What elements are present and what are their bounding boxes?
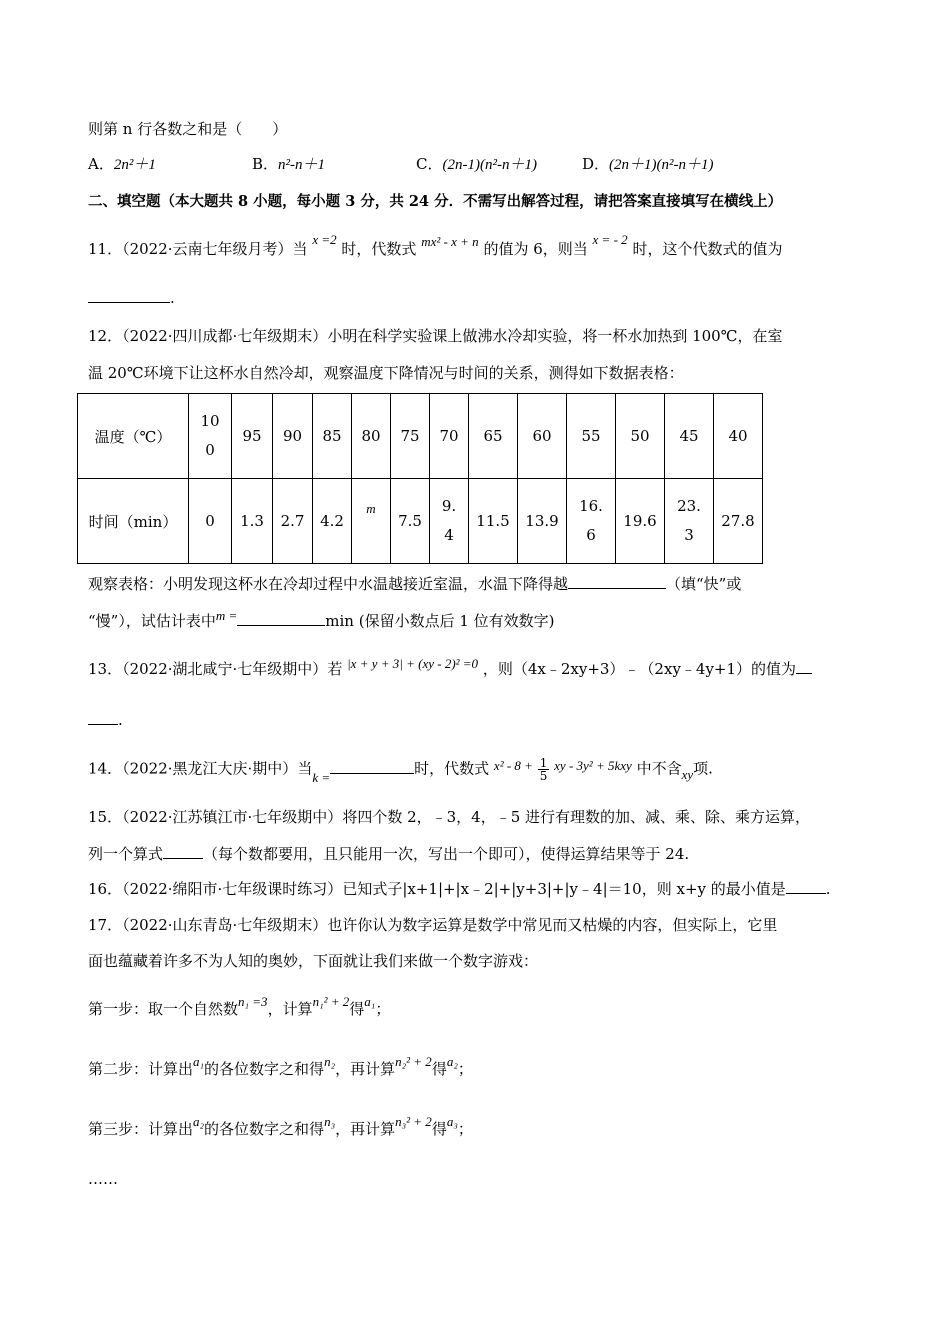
q12-data-table bbox=[77, 393, 763, 564]
q13-answer-blank[interactable] bbox=[796, 659, 812, 674]
q11-answer-blank[interactable] bbox=[88, 288, 170, 303]
q12-text1: 小明在科学实验课上做沸水冷却实验，将一杯水加热到 100℃，在室 bbox=[327, 327, 783, 345]
q13-text: 若 bbox=[327, 660, 343, 678]
table-cell: 10 0 bbox=[189, 394, 232, 479]
q16-end: . bbox=[825, 880, 831, 898]
q14-expr-a: x² - 8 + bbox=[493, 757, 533, 773]
q14-text: 当 bbox=[297, 759, 313, 778]
q12-line1 bbox=[88, 325, 783, 346]
q14-frac-num: 1 bbox=[539, 756, 548, 770]
table-cell: 2.7 bbox=[273, 479, 313, 564]
q13-answer-blank-cont[interactable] bbox=[88, 710, 118, 725]
q11-end: . bbox=[170, 289, 175, 307]
table-cell: 50 bbox=[616, 394, 665, 479]
q17-step1-n: n₁ =3 bbox=[238, 994, 268, 1009]
q14-text3: 中不含 bbox=[636, 759, 682, 778]
table-row bbox=[78, 394, 763, 479]
q17-step1-calc: n₁² + 2 bbox=[312, 994, 350, 1009]
q12-observe-text-end: （填“快”或 bbox=[666, 575, 742, 593]
q17-step3-src: a₂ bbox=[193, 1114, 205, 1129]
table-cell: 70 bbox=[430, 394, 469, 479]
q13-line1 bbox=[88, 658, 812, 679]
table-cell: 95 bbox=[232, 394, 273, 479]
table-cell: 27.8 bbox=[714, 479, 763, 564]
q11-text: 当 bbox=[292, 240, 308, 258]
q16-text: 已知式子|x+1|+|x﹣2|+|y+3|+|y﹣4|＝10，则 x+y 的最小值是 bbox=[342, 880, 786, 898]
q17-step1-res: a₁ bbox=[364, 994, 376, 1009]
table-cell: 4.2 bbox=[313, 479, 352, 564]
q14-line bbox=[88, 756, 713, 785]
q14-expr-b: xy - 3y² + 5kxy bbox=[554, 757, 632, 773]
q13-end: . bbox=[118, 711, 123, 729]
table-cell-m: m bbox=[352, 479, 391, 564]
q17-step3-text3: ，再计算 bbox=[335, 1120, 396, 1138]
q12-observe-text3: min (保留小数点后 1 位有效数字) bbox=[325, 612, 555, 630]
q17-step2-text: 第二步：计算出 bbox=[88, 1060, 194, 1078]
q14-fraction bbox=[538, 757, 550, 782]
q11-line1 bbox=[88, 232, 783, 259]
q13-text2: ，则（4x﹣2xy+3）﹣（2xy﹣4y+1）的值为 bbox=[482, 660, 797, 678]
q11-num: 11． bbox=[88, 240, 123, 258]
q15-num: 15． bbox=[88, 808, 123, 826]
q10-option-a[interactable] bbox=[88, 153, 156, 174]
table-cell: 0 bbox=[189, 479, 232, 564]
q16-source: （2022·绵阳市·七年级课时练习） bbox=[122, 880, 343, 898]
q17-step3-end: ； bbox=[457, 1120, 473, 1138]
q12-blank-m[interactable] bbox=[237, 611, 325, 626]
q11-source: （2022·云南七年级月考） bbox=[122, 240, 293, 258]
q17-step3-text: 第三步：计算出 bbox=[88, 1120, 194, 1138]
q10-option-c[interactable] bbox=[416, 153, 537, 174]
section-2-title: 二、填空题（本大题共 8 小题，每小题 3 分，共 24 分．不需写出解答过程，请把答案直接填写在横线上） bbox=[88, 193, 783, 210]
q10-option-c-text: (2n-1)(n²-n＋1) bbox=[442, 157, 537, 173]
q12-observe-text2: “慢”），试估计表中 bbox=[88, 612, 216, 630]
table-header-time: 时间（min） bbox=[78, 479, 189, 564]
q17-step3-text4: 得 bbox=[431, 1120, 447, 1138]
q16-line bbox=[88, 878, 831, 899]
q10-option-a-text: 2n²＋1 bbox=[113, 157, 156, 173]
q17-step2 bbox=[88, 1054, 473, 1079]
q14-num: 14． bbox=[88, 759, 123, 778]
table-cell: 16. 6 bbox=[567, 479, 616, 564]
q12-num: 12． bbox=[88, 327, 123, 345]
q10-option-b-text: n²-n＋1 bbox=[278, 157, 326, 173]
q14-text2: 时，代数式 bbox=[414, 759, 490, 778]
q17-step3-n: n₃ bbox=[324, 1114, 336, 1129]
q14-source: （2022·黑龙江大庆·期中） bbox=[122, 759, 298, 778]
q17-step1-end: ； bbox=[375, 1000, 391, 1018]
table-cell: 19.6 bbox=[616, 479, 665, 564]
q12-var-m: m = bbox=[215, 608, 238, 623]
table-row bbox=[78, 479, 763, 564]
q17-step2-end: ； bbox=[457, 1060, 473, 1078]
q17-step2-src: a₁ bbox=[193, 1054, 205, 1069]
q17-step2-calc: n₂² + 2 bbox=[395, 1054, 432, 1069]
q17-ellipsis: …… bbox=[88, 1170, 118, 1188]
q11-text: 时，这个代数式的值为 bbox=[632, 240, 783, 258]
q15-line2 bbox=[88, 843, 689, 864]
q17-step2-n: n₂ bbox=[324, 1054, 336, 1069]
q17-step2-text2: 的各位数字之和得 bbox=[204, 1060, 325, 1078]
q14-xy: xy bbox=[681, 766, 694, 782]
q17-text1: 也许你认为数字运算是数学中常见而又枯燥的内容，但实际上，它里 bbox=[327, 916, 778, 934]
q12-observe-text: 观察表格：小明发现这杯水在冷却过程中水温越接近室温，水温下降得越 bbox=[88, 575, 569, 593]
q17-step1-text: 第一步：取一个自然数 bbox=[88, 1000, 239, 1018]
q17-step2-text3: ，再计算 bbox=[335, 1060, 396, 1078]
q15-text1: 将四个数 2，﹣3，4，﹣5 进行有理数的加、减、乘、除、乘方运算， bbox=[342, 808, 811, 826]
q17-step3 bbox=[88, 1114, 473, 1139]
q10-stem: 则第 n 行各数之和是（ ） bbox=[88, 120, 288, 138]
q11-cond2: x = - 2 bbox=[592, 232, 628, 247]
q10-option-d-label: D． bbox=[582, 155, 610, 173]
q14-text4: 项. bbox=[693, 759, 713, 778]
q12-source: （2022·四川成都·七年级期末） bbox=[122, 327, 328, 345]
q17-step2-res: a₂ bbox=[446, 1054, 458, 1069]
q10-option-d[interactable] bbox=[582, 153, 714, 174]
table-cell: 11.5 bbox=[469, 479, 518, 564]
table-cell: 65 bbox=[469, 394, 518, 479]
q17-step1-text2: ，计算 bbox=[267, 1000, 313, 1018]
q10-option-c-label: C． bbox=[416, 155, 443, 173]
q14-answer-blank[interactable] bbox=[330, 759, 414, 774]
table-cell: 80 bbox=[352, 394, 391, 479]
q15-text2b: （每个数都要用，且只能用一次，写出一个即可），使得运算结果等于 24. bbox=[203, 845, 690, 863]
q15-source: （2022·江苏镇江市·七年级期中） bbox=[122, 808, 343, 826]
table-cell: 45 bbox=[665, 394, 714, 479]
table-header-temp: 温度（℃） bbox=[78, 394, 189, 479]
q12-observe-line1 bbox=[88, 573, 741, 594]
table-cell: 13.9 bbox=[518, 479, 567, 564]
q15-line1 bbox=[88, 806, 810, 827]
q10-option-a-label: A． bbox=[88, 155, 114, 173]
table-cell: 90 bbox=[273, 394, 313, 479]
table-cell: 60 bbox=[518, 394, 567, 479]
q13-line2 bbox=[88, 710, 123, 729]
q13-num: 13． bbox=[88, 660, 123, 678]
q15-answer-blank[interactable] bbox=[163, 844, 203, 859]
q14-frac-den: 5 bbox=[539, 769, 548, 783]
table-cell: 40 bbox=[714, 394, 763, 479]
q17-num: 17． bbox=[88, 916, 123, 934]
q11-expr: mx² - x + n bbox=[421, 234, 479, 249]
q17-step1 bbox=[88, 994, 391, 1019]
q16-num: 16． bbox=[88, 880, 123, 898]
q17-step2-text4: 得 bbox=[431, 1060, 447, 1078]
q10-option-d-text: (2n＋1)(n²-n＋1) bbox=[609, 157, 714, 173]
table-cell: 85 bbox=[313, 394, 352, 479]
table-cell: 23. 3 bbox=[665, 479, 714, 564]
table-cell: 1.3 bbox=[232, 479, 273, 564]
q12-blank-speed[interactable] bbox=[568, 574, 666, 589]
table-cell: 55 bbox=[567, 394, 616, 479]
q10-option-b-label: B． bbox=[252, 155, 279, 173]
q12-line2: 温 20℃环境下让这杯水自然冷却，观察温度下降情况与时间的关系，测得如下数据表格： bbox=[88, 364, 684, 382]
q17-step1-text3: 得 bbox=[349, 1000, 365, 1018]
table-cell: 9. 4 bbox=[430, 479, 469, 564]
q17-line1 bbox=[88, 914, 777, 935]
q15-text2a: 列一个算式 bbox=[88, 845, 164, 863]
q17-step3-calc: n₃² + 2 bbox=[395, 1114, 432, 1129]
q11-cond1: x =2 bbox=[312, 232, 337, 247]
table-cell: 7.5 bbox=[391, 479, 430, 564]
q17-step3-res: a₃ bbox=[446, 1114, 458, 1129]
q11-text: 时，代数式 bbox=[341, 240, 417, 258]
q13-source: （2022·湖北咸宁·七年级期中） bbox=[122, 660, 328, 678]
q14-var-k: k = bbox=[312, 769, 331, 785]
q16-answer-blank[interactable] bbox=[786, 879, 826, 894]
q17-line2: 面也蕴藏着许多不为人知的奥妙，下面就让我们来做一个数字游戏： bbox=[88, 952, 539, 970]
q11-line2 bbox=[88, 288, 175, 307]
q10-option-b[interactable] bbox=[252, 153, 325, 174]
q17-source: （2022·山东青岛·七年级期末） bbox=[122, 916, 328, 934]
q11-text: 的值为 6，则当 bbox=[483, 240, 588, 258]
q12-observe-line2 bbox=[88, 610, 555, 631]
table-cell: 75 bbox=[391, 394, 430, 479]
q17-step3-text2: 的各位数字之和得 bbox=[204, 1120, 325, 1138]
q13-expr: |x + y + 3| + (xy - 2)² =0 bbox=[347, 656, 479, 671]
